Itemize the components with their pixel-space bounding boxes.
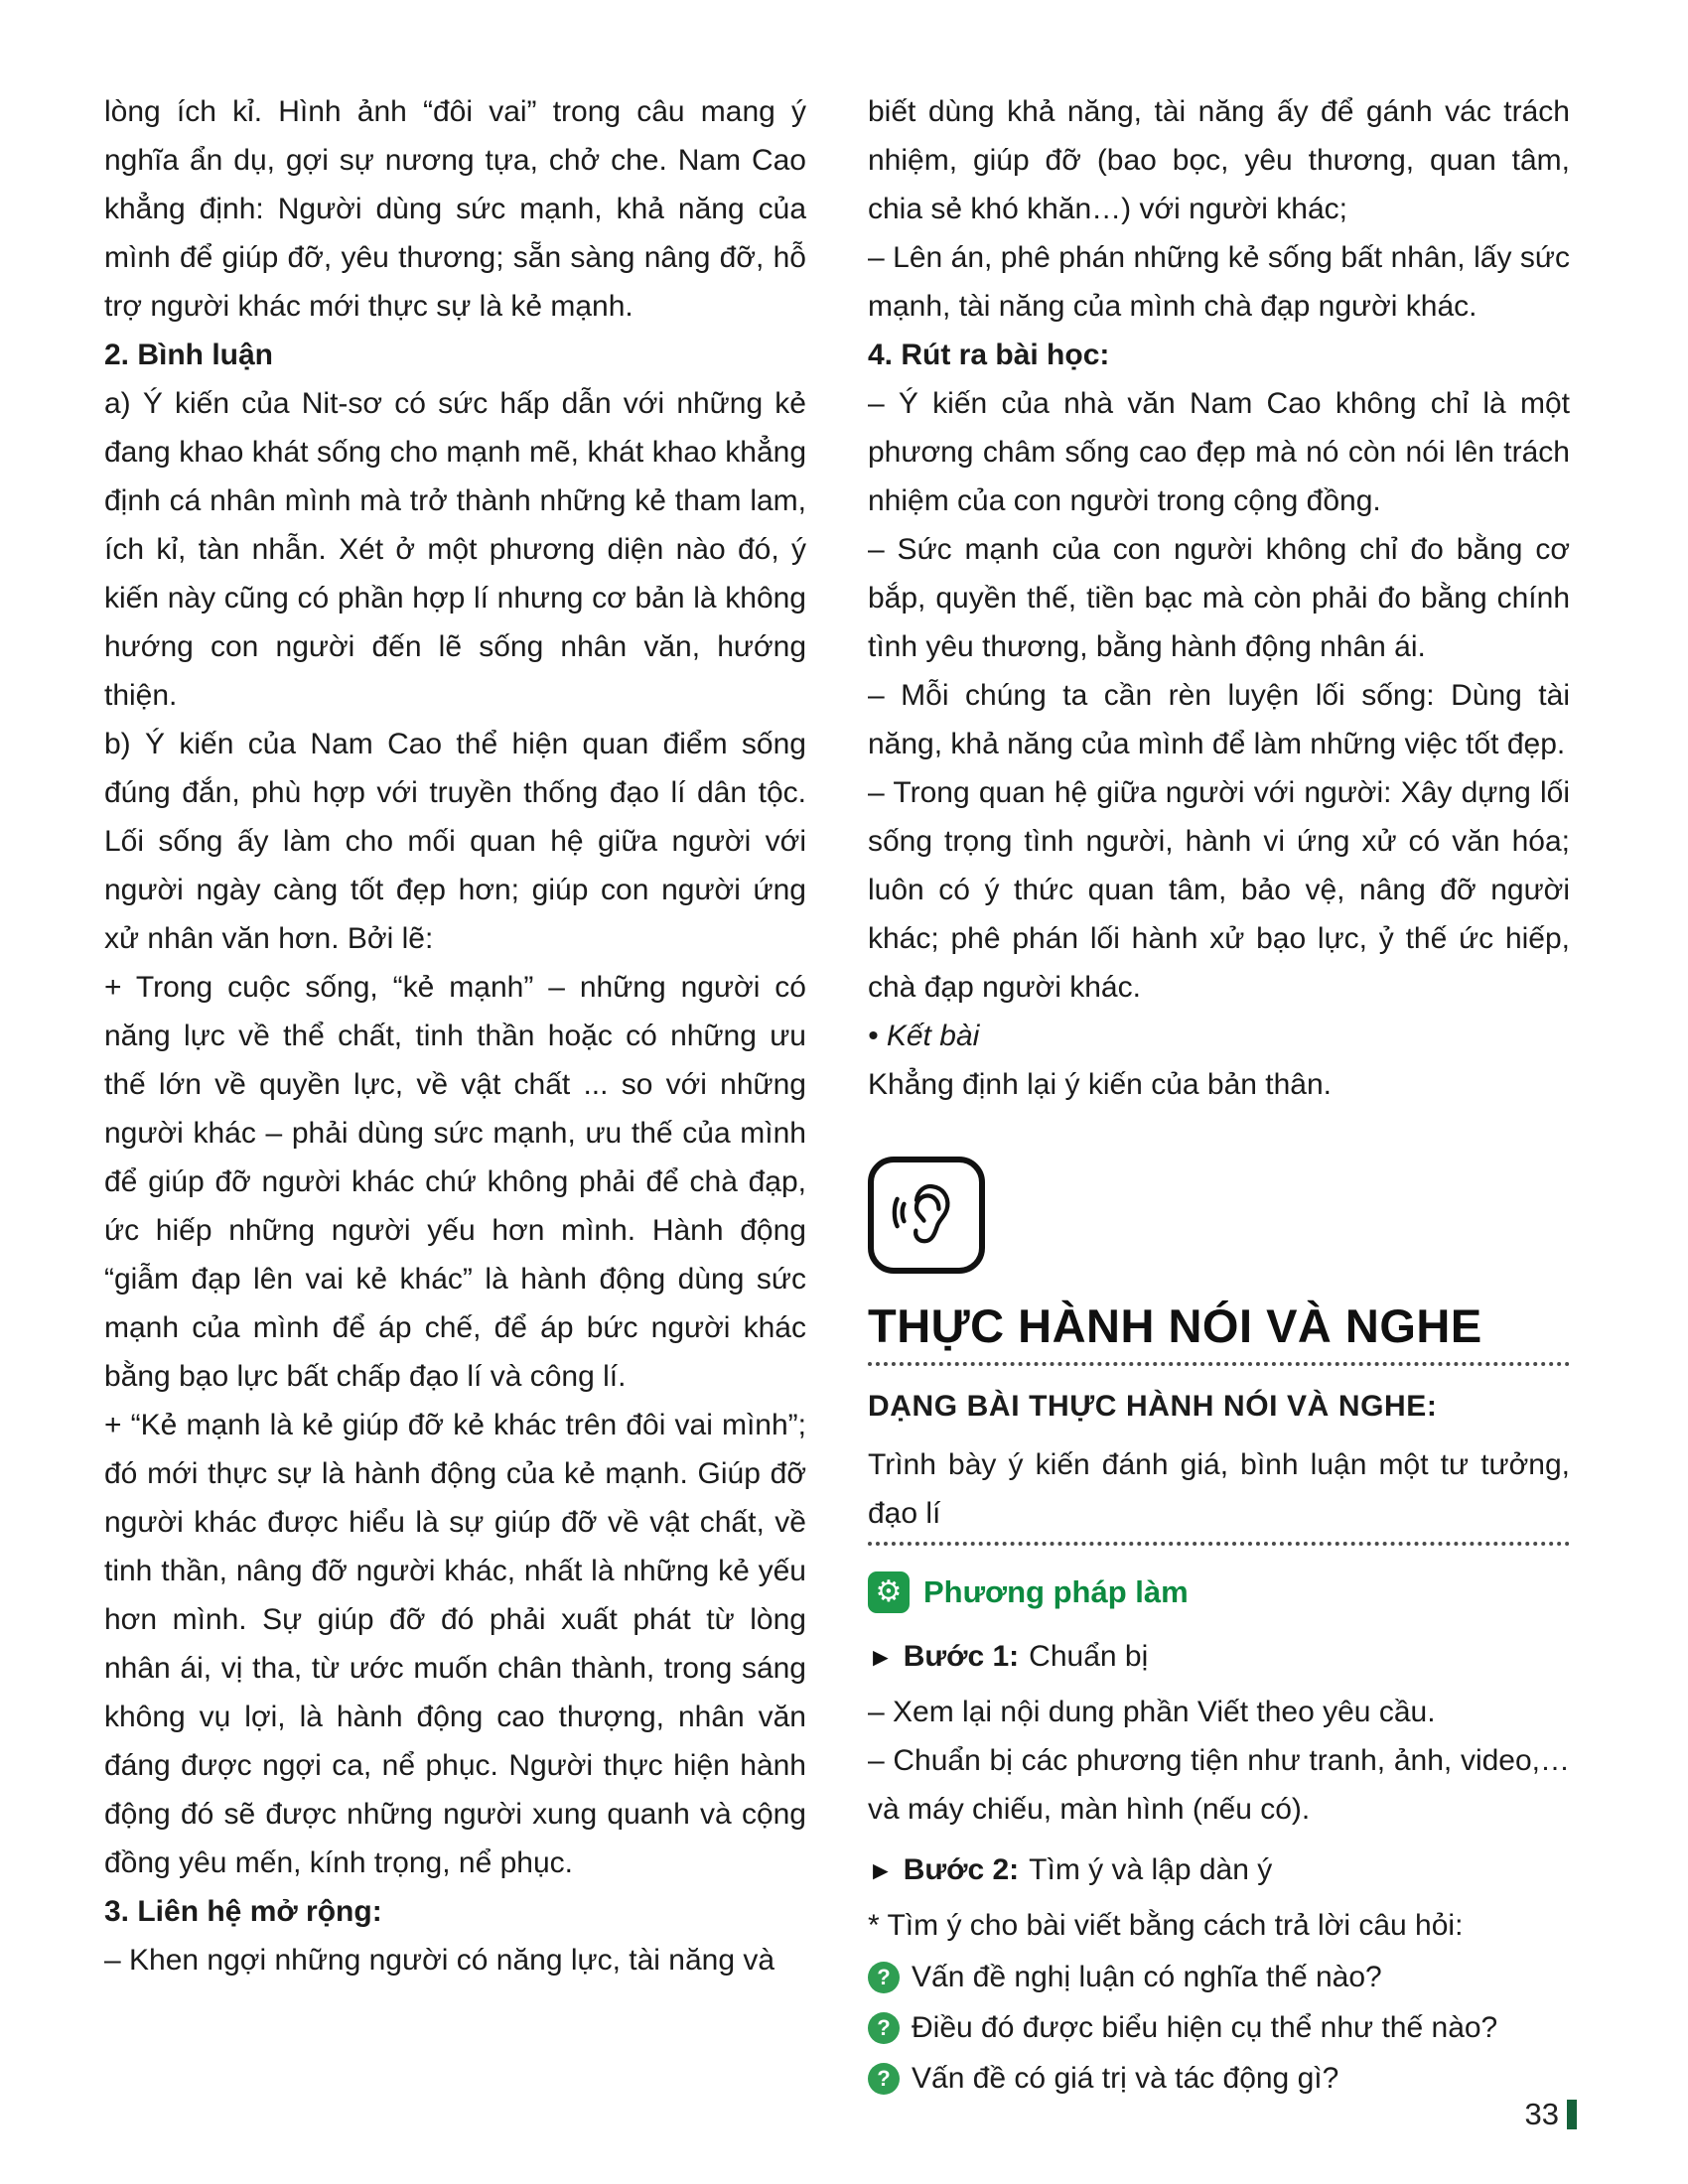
practice-subtitle: DẠNG BÀI THỰC HÀNH NÓI VÀ NGHE: [868, 1390, 1438, 1423]
paragraph-point-a: a) Ý kiến của Nit-sơ có sức hấp dẫn với những kẻ đang khao khát sống cho mạnh mẽ, khát khao khẳng định cá nhân mình mà trở thành những kẻ tham lam, ích kỉ, tàn nhẫn. Xét ở một phương diện nào đó, ý kiến này cũng có phần hợp lí nhưng cơ bản là không hướng con người đến lẽ sống nhân văn, hướng thiện. [104, 387, 806, 712]
question-glyph: ? [877, 1965, 891, 1989]
ear-icon [868, 1157, 985, 1274]
step-1-label: Bước 1: [903, 1640, 1020, 1673]
page-footer [1525, 2097, 1577, 2132]
question-circle-icon [868, 2012, 900, 2044]
paragraph-len-an: – Lên án, phê phán những kẻ sống bất nhân, lấy sức mạnh, tài năng của mình chà đạp người khác. [868, 241, 1570, 323]
ket-bai-text: Khẳng định lại ý kiến của bản thân. [868, 1068, 1333, 1101]
dotted-divider [868, 1542, 1570, 1546]
practice-description: Trình bày ý kiến đánh giá, bình luận một tư tưởng, đạo lí [868, 1448, 1570, 1530]
paragraph-lesson-2: – Sức mạnh của con người không chỉ đo bằng cơ bắp, quyền thế, tiền bạc mà còn phải đo bằng chính tình yêu thương, bằng hành động nhân ái. [868, 533, 1570, 663]
section-heading-lien-he: 3. Liên hệ mở rộng: [104, 1895, 382, 1928]
question-circle-icon [868, 2063, 900, 2095]
paragraph-lesson-3: – Mỗi chúng ta cần rèn luyện lối sống: Dùng tài năng, khả năng của mình để làm những việc tốt đẹp. [868, 679, 1570, 760]
question-item [868, 2005, 1570, 2051]
find-ideas-tip: * Tìm ý cho bài viết bằng cách trả lời câu hỏi: [868, 1909, 1464, 1942]
question-text: Điều đó được biểu hiện cụ thể như thế nào? [912, 2011, 1498, 2044]
question-glyph: ? [877, 2066, 891, 2091]
ket-bai-label: • Kết bài [868, 1020, 980, 1052]
triangle-bullet-icon: ► [868, 1642, 894, 1672]
question-circle-icon [868, 1962, 900, 1993]
practice-section [868, 1157, 1570, 2102]
paragraph-point-b: b) Ý kiến của Nam Cao thể hiện quan điểm sống đúng đắn, phù hợp với truyền thống đạo lí dân tộc. Lối sống ấy làm cho mối quan hệ giữa người với người ngày càng tốt đẹp hơn; giúp con người ứng xử nhân văn hơn. Bởi lẽ: [104, 728, 806, 955]
step-1-text: Chuẩn bị [1029, 1640, 1149, 1673]
method-title-text: Phương pháp làm [923, 1574, 1189, 1609]
question-text: Vấn đề có giá trị và tác động gì? [912, 2062, 1339, 2095]
triangle-bullet-icon: ► [868, 1855, 894, 1885]
gear-icon [868, 1571, 910, 1613]
step-1-item: – Chuẩn bị các phương tiện như tranh, ảnh, video,… và máy chiếu, màn hình (nếu có). [868, 1744, 1570, 1826]
paragraph-bullet-1: + Trong cuộc sống, “kẻ mạnh” – những người có năng lực về thể chất, tinh thần hoặc có những ưu thế lớn về quyền lực, về vật chất ... so với những người khác – phải dùng sức mạnh, ưu thế của mình để giúp đỡ người khác chứ không phải để chà đạp, ức hiếp những người yếu hơn mình. Hành động “giẫm đạp lên vai kẻ khác” là hành động dùng sức mạnh của mình để áp chế, để áp bức người khác bằng bạo lực bất chấp đạo lí và công lí. [104, 971, 806, 1393]
method-heading [868, 1568, 1570, 1616]
page-number: 33 [1524, 2097, 1559, 2131]
question-glyph: ? [877, 2015, 891, 2040]
paragraph-lesson-4: – Trong quan hệ giữa người với người: Xây dựng lối sống trọng tình người, hành vi ứng xử có văn hóa; luôn có ý thức quan tâm, bảo vệ, nâng đỡ người khác; phê phán lối hành xử bạo lực, ỷ thế ức hiếp, chà đạp người khác. [868, 776, 1570, 1004]
paragraph-continuation: biết dùng khả năng, tài năng ấy để gánh vác trách nhiệm, giúp đỡ (bao bọc, yêu thương, quan tâm, chia sẻ khó khăn…) với người khác; [868, 95, 1570, 225]
paragraph-intro: lòng ích kỉ. Hình ảnh “đôi vai” trong câu mang ý nghĩa ẩn dụ, gợi sự nương tựa, chở che. Nam Cao khẳng định: Người dùng sức mạnh, khả năng của mình để giúp đỡ, yêu thương; sẵn sàng nâng đỡ, hỗ trợ người khác mới thực sự là kẻ mạnh. [104, 95, 806, 323]
practice-section-title: THỰC HÀNH NÓI VÀ NGHE [868, 1299, 1482, 1352]
paragraph-last-line: – Khen ngợi những người có năng lực, tài năng và [104, 1944, 775, 1977]
question-text: Vấn đề nghị luận có nghĩa thế nào? [912, 1961, 1382, 1993]
dotted-divider [868, 1362, 1570, 1366]
section-heading-binh-luan: 2. Bình luận [104, 339, 274, 371]
step-2-label: Bước 2: [903, 1853, 1020, 1886]
paragraph-lesson-1: – Ý kiến của nhà văn Nam Cao không chỉ là một phương châm sống cao đẹp mà nó còn nói lên trách nhiệm của con người trong cộng đồng. [868, 387, 1570, 517]
paragraph-bullet-2: + “Kẻ mạnh là kẻ giúp đỡ kẻ khác trên đôi vai mình”; đó mới thực sự là hành động của kẻ mạnh. Giúp đỡ người khác được hiểu là sự giúp đỡ về vật chất, về tinh thần, nâng đỡ người khác, nhất là những kẻ yếu hơn mình. Sự giúp đỡ đó phải xuất phát từ lòng nhân ái, vị tha, từ ước muốn chân thành, trong sáng không vụ lợi, là hành động cao thượng, nhân văn đáng được ngợi ca, nể phục. Người thực hiện hành động đó sẽ được những người xung quanh và cộng đồng yêu mến, kính trọng, nể phục. [104, 1409, 806, 1879]
question-item [868, 1955, 1570, 2000]
section-heading-bai-hoc: 4. Rút ra bài học: [868, 339, 1110, 371]
step-1-item: – Xem lại nội dung phần Viết theo yêu cầu. [868, 1696, 1436, 1728]
left-column [104, 87, 806, 2107]
step-2 [868, 1845, 1570, 1895]
page-number-bar [1567, 2100, 1577, 2129]
gear-glyph: ⚙ [875, 1574, 903, 1608]
right-column [868, 87, 1570, 2107]
question-item [868, 2056, 1570, 2102]
step-1 [868, 1632, 1570, 1682]
step-2-text: Tìm ý và lập dàn ý [1029, 1853, 1273, 1886]
